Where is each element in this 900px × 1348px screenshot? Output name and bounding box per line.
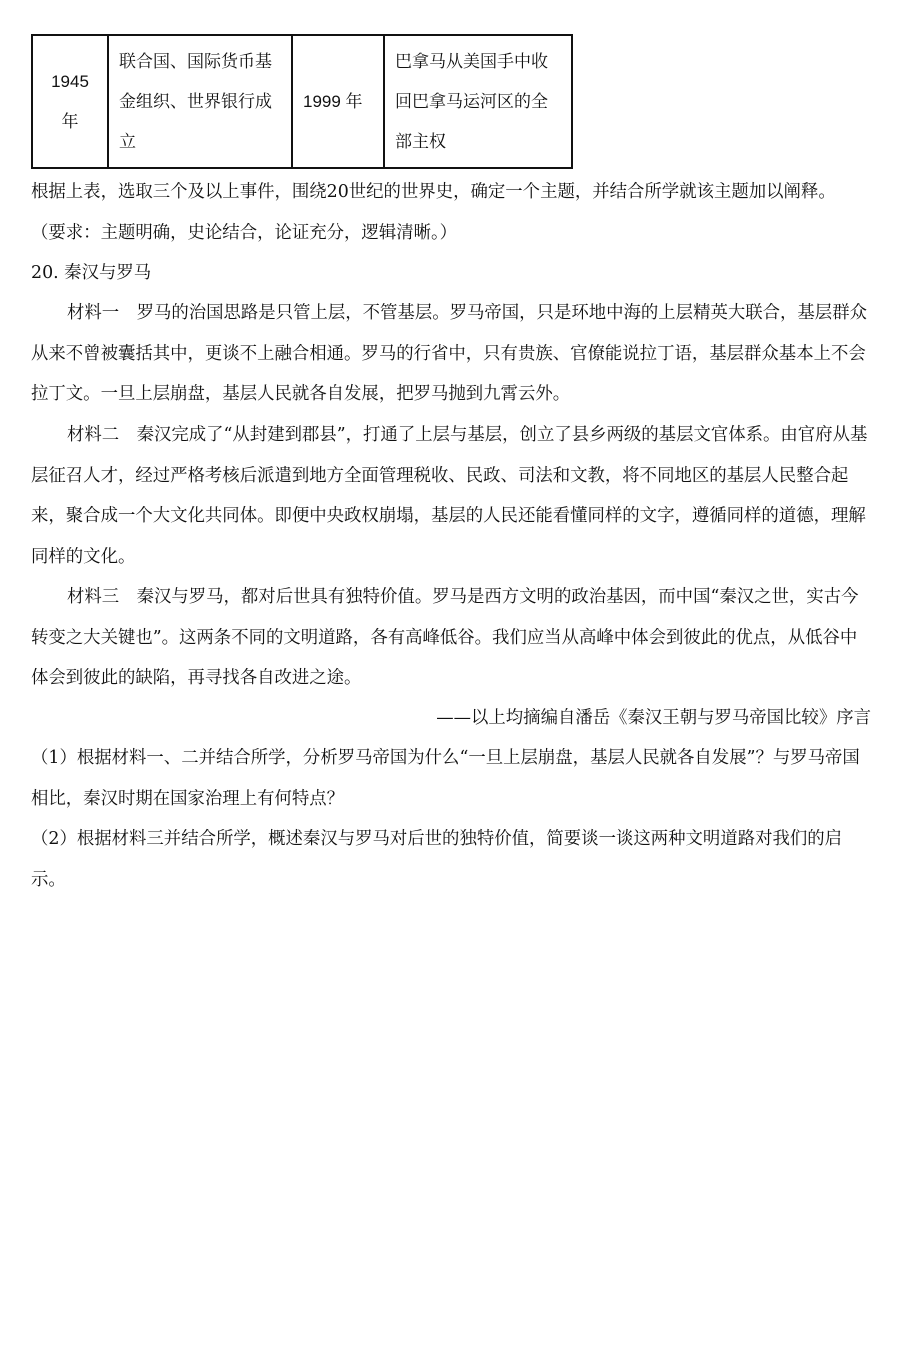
table-cell-event: 联合国、国际货币基金组织、世界银行成立 <box>108 35 292 168</box>
q20-source: ——以上均摘编自潘岳《秦汉王朝与罗马帝国比较》序言 <box>436 708 871 728</box>
q20-question1: （1）根据材料一、二并结合所学，分析罗马帝国为什么“一旦上层崩盘，基层人民就各自发展”？与罗马帝国相比，秦汉时期在国家治理上有何特点？ <box>31 748 860 809</box>
table-cell-event: 巴拿马从美国手中收回巴拿马运河区的全部主权 <box>384 35 572 168</box>
q19-instruction <box>31 172 871 253</box>
q20-material1: 材料一 罗马的治国思路是只管上层，不管基层。罗马帝国，只是环地中海的上层精英大联合，基层群众从来不曾被囊括其中，更谈不上融合相通。罗马的行省中，只有贵族、官僚能说拉丁语，基层群众基本上不会拉丁文。一旦上层崩盘，基层人民就各自发展，把罗马抛到九霄云外。 <box>31 303 867 404</box>
q20-title: 20. 秦汉与罗马 <box>31 263 152 283</box>
table-cell-year: 1999 年 <box>292 35 384 168</box>
q20-material3: 材料三 秦汉与罗马，都对后世具有独特价值。罗马是西方文明的政治基因，而中国“秦汉之世，实古今转变之大关键也”。这两条不同的文明道路，各有高峰低谷。我们应当从高峰中体会到彼此的优点，从低谷中体会到彼此的缺陷，再寻找各自改进之途。 <box>31 587 859 688</box>
events-table <box>31 34 573 169</box>
q20-material2: 材料二 秦汉完成了“从封建到郡县”，打通了上层与基层，创立了县乡两级的基层文官体系。由官府从基层征召人才，经过严格考核后派遣到地方全面管理税收、民政、司法和文教，将不同地区的基层人民整合起来，聚合成一个大文化共同体。即便中央政权崩塌，基层的人民还能看懂同样的文字，遵循同样的道德，理解同样的文化。 <box>31 425 868 567</box>
table-row <box>32 35 572 168</box>
q20-question2: （2）根据材料三并结合所学，概述秦汉与罗马对后世的独特价值，简要谈一谈这两种文明道路对我们的启示。 <box>31 829 843 890</box>
table-cell-year: 1945 年 <box>32 35 108 168</box>
q19-requirement-text: （要求：主题明确，史论结合，论证充分，逻辑清晰。） <box>31 222 458 243</box>
q19-instruction-text: 根据上表，选取三个及以上事件，围绕20世纪的世界史，确定一个主题，并结合所学就该主题加以阐释。 <box>31 182 836 202</box>
